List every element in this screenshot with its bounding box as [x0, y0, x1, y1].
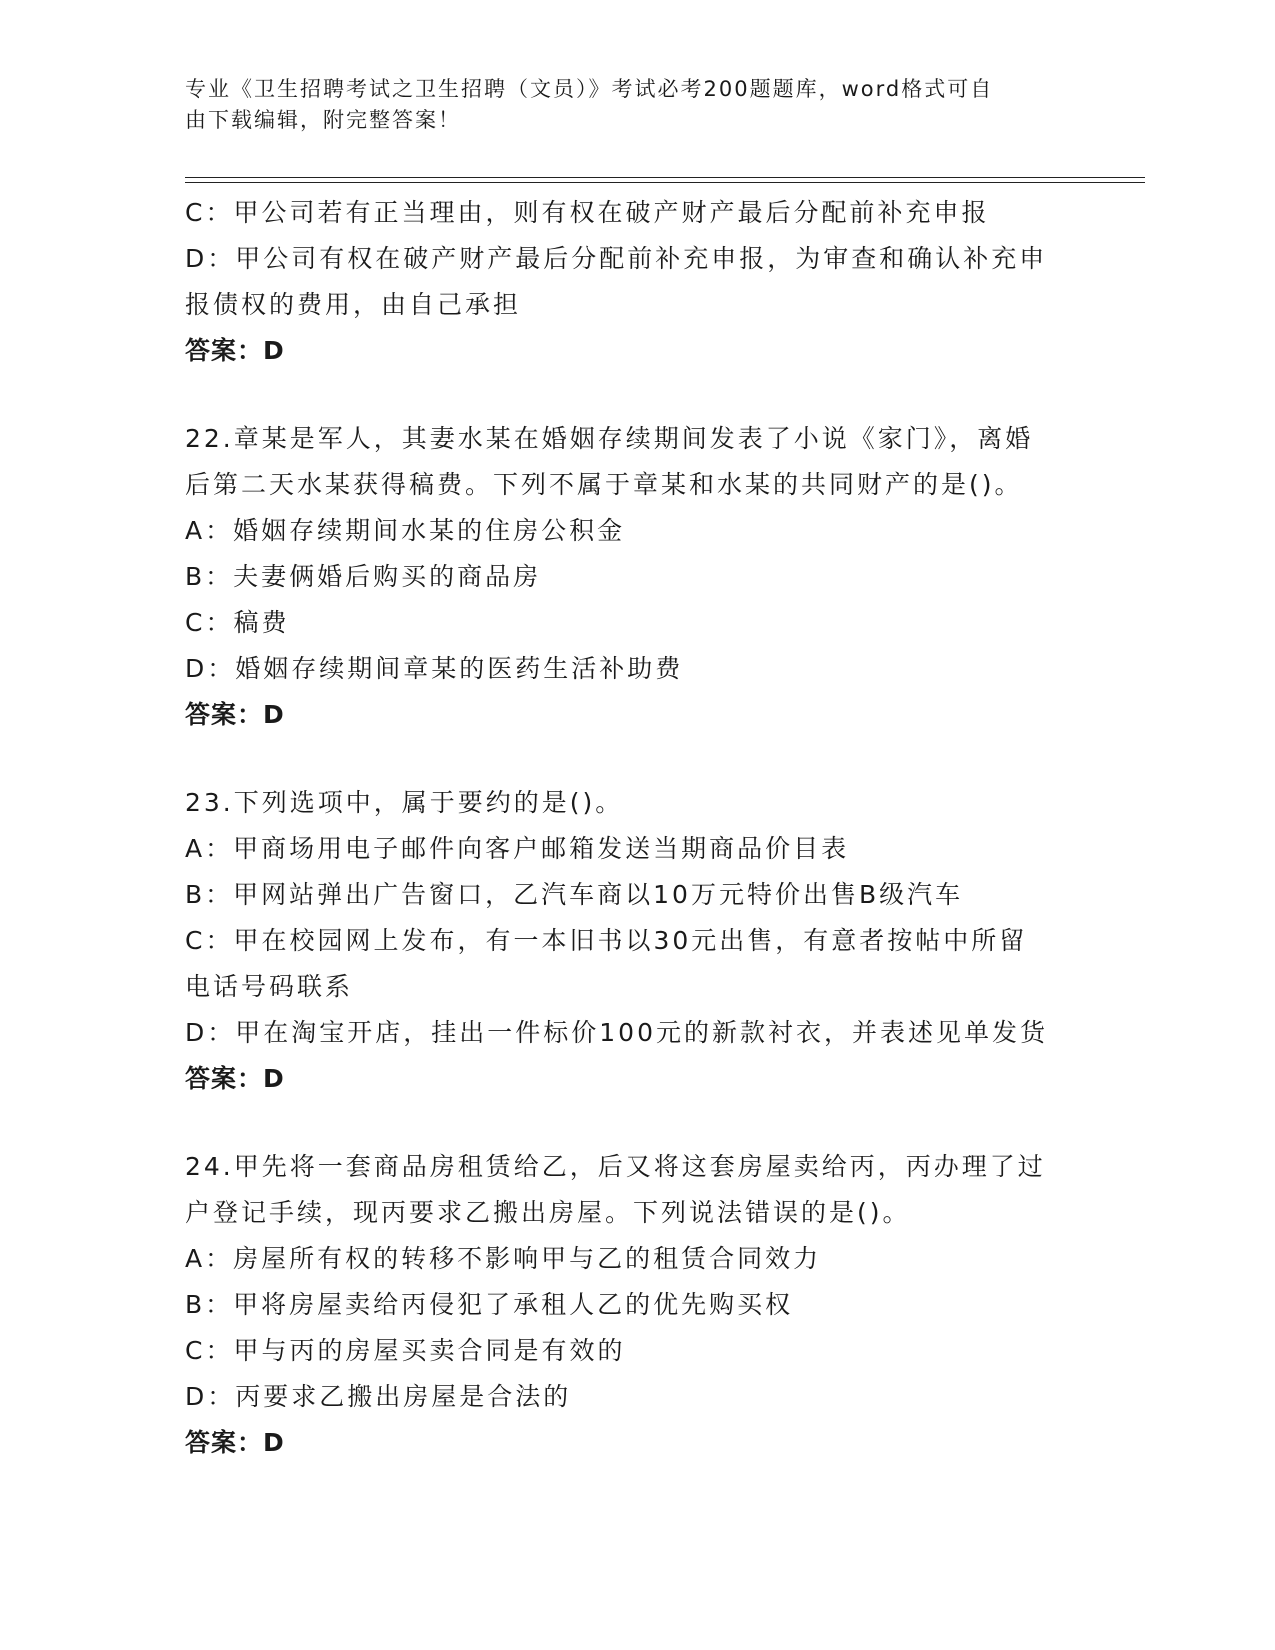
option-c: C：甲与丙的房屋买卖合同是有效的: [185, 1336, 626, 1365]
option-line: D：甲公司有权在破产财产最后分配前补充申报，为审查和确认补充申: [185, 244, 1048, 273]
question-22: [185, 416, 1085, 738]
rule-top: [185, 177, 1145, 178]
option-d: D：甲在淘宝开店，挂出一件标价100元的新款衬衣，并表述见单发货: [185, 1018, 1048, 1047]
option-c: C：稿费: [185, 608, 290, 637]
spacer: [185, 1102, 1085, 1144]
option-a: A：甲商场用电子邮件向客户邮箱发送当期商品价目表: [185, 834, 850, 863]
header-line-1: 专业《卫生招聘考试之卫生招聘（文员）》考试必考200题题库，word格式可自: [185, 77, 994, 101]
answer-line: 答案：D: [185, 1064, 285, 1093]
answer-line: 答案：D: [185, 1428, 285, 1457]
option-line: C：甲公司若有正当理由，则有权在破产财产最后分配前补充申报: [185, 198, 990, 227]
option-line: 报债权的费用，由自己承担: [185, 290, 522, 319]
question-stem: 后第二天水某获得稿费。下列不属于章某和水某的共同财产的是()。: [185, 470, 1023, 499]
question-stem: 22.章某是军人，其妻水某在婚姻存续期间发表了小说《家门》，离婚: [185, 424, 1034, 453]
header-double-rule: [185, 177, 1145, 183]
option-b: B：甲网站弹出广告窗口，乙汽车商以10万元特价出售B级汽车: [185, 880, 964, 909]
answer-line: 答案：D: [185, 336, 285, 365]
option-b: B：甲将房屋卖给丙侵犯了承租人乙的优先购买权: [185, 1290, 794, 1319]
question-stem: 23.下列选项中，属于要约的是()。: [185, 788, 624, 817]
document-body: [185, 190, 1085, 1466]
spacer: [185, 374, 1085, 416]
option-b: B：夫妻俩婚后购买的商品房: [185, 562, 542, 591]
option-a: A：婚姻存续期间水某的住房公积金: [185, 516, 626, 545]
answer-line: 答案：D: [185, 700, 285, 729]
option-d: D：婚姻存续期间章某的医药生活补助费: [185, 654, 684, 683]
option-c-continued: 电话号码联系: [185, 972, 354, 1001]
question-23: [185, 780, 1085, 1102]
question-continued: [185, 190, 1085, 374]
option-a: A：房屋所有权的转移不影响甲与乙的租赁合同效力: [185, 1244, 822, 1273]
document-header: [185, 74, 1065, 136]
question-24: [185, 1144, 1085, 1466]
option-d: D：丙要求乙搬出房屋是合法的: [185, 1382, 572, 1411]
question-stem: 户登记手续，现丙要求乙搬出房屋。下列说法错误的是()。: [185, 1198, 911, 1227]
question-stem: 24.甲先将一套商品房租赁给乙，后又将这套房屋卖给丙，丙办理了过: [185, 1152, 1046, 1181]
rule-bottom: [185, 182, 1145, 183]
header-line-2: 由下载编辑，附完整答案！: [185, 108, 461, 132]
option-c: C：甲在校园网上发布，有一本旧书以30元出售，有意者按帖中所留: [185, 926, 1028, 955]
spacer: [185, 738, 1085, 780]
